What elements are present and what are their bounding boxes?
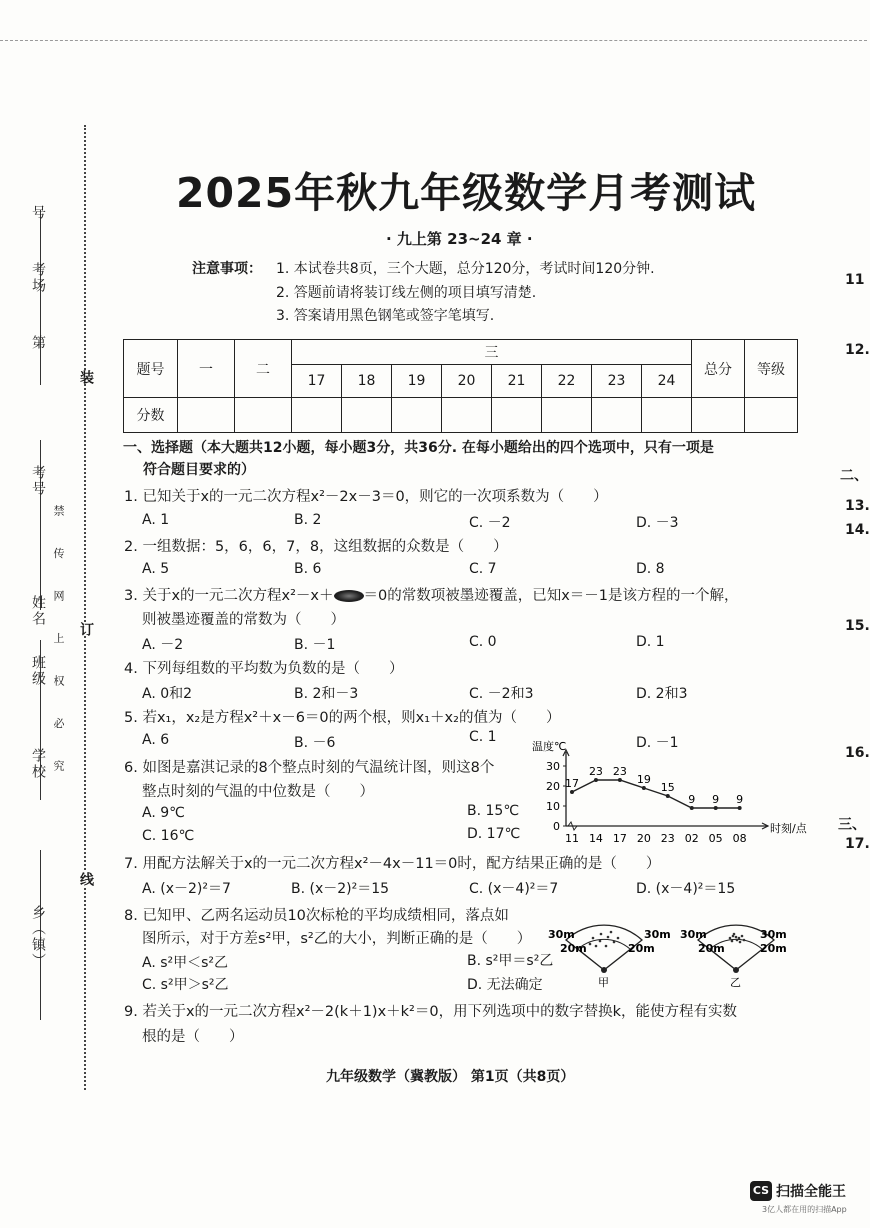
option-b[interactable]: B. 2	[294, 512, 322, 528]
javelin-figure-yi	[680, 925, 787, 989]
binding-marker-xian: 线	[78, 872, 94, 886]
binding-field-exam-no: 考号	[30, 465, 46, 497]
data-point	[738, 806, 742, 810]
score-table-part2: 二	[235, 340, 292, 398]
option-c[interactable]: C. (x－4)²＝7	[469, 881, 559, 897]
y-axis-label: 温度℃	[532, 740, 567, 753]
question-8: 8. 已知甲、乙两名运动员10次标枪的平均成绩相同，落点如	[124, 908, 509, 924]
next-page-fragment: 11	[845, 272, 865, 288]
data-label: 23	[612, 765, 627, 778]
next-page-fragment: 二、	[840, 468, 868, 484]
question-4: 4. 下列每组数的平均数为负数的是（ ）	[124, 661, 404, 677]
binding-dotted-line	[84, 125, 86, 1090]
option-d[interactable]: D. －3	[636, 515, 679, 531]
data-point	[690, 806, 694, 810]
binding-field-no: 第	[30, 335, 46, 351]
data-point	[618, 778, 622, 782]
score-table-total: 总分	[692, 340, 745, 398]
option-b[interactable]: B. s²甲＝s²乙	[467, 953, 554, 969]
score-table-sub: 19	[392, 365, 442, 398]
data-label: 19	[636, 773, 651, 786]
score-table-grade: 等级	[745, 340, 798, 398]
next-page-fragment: 13.	[845, 498, 870, 514]
score-cell[interactable]	[442, 398, 492, 433]
x-tick-label: 14	[588, 832, 603, 845]
x-tick-label: 05	[708, 832, 723, 845]
camscanner-logo-icon: CS	[750, 1181, 772, 1201]
scanner-watermark	[750, 1180, 847, 1214]
yi-label-20m: 20m	[698, 942, 725, 955]
option-c[interactable]: C. －2	[469, 515, 511, 531]
option-b[interactable]: B. 15℃	[467, 803, 520, 819]
binding-marker-zhuang: 装	[78, 370, 94, 384]
option-a[interactable]: A. 6	[142, 732, 170, 748]
javelin-figure-jia	[548, 925, 671, 989]
x-axis-label: 时刻/点	[770, 822, 807, 835]
score-table-part1: 一	[178, 340, 235, 398]
binding-field-class: 班级	[30, 655, 46, 687]
next-page-fragment: 16.	[845, 745, 870, 761]
data-point	[570, 790, 574, 794]
data-point	[666, 794, 670, 798]
score-cell[interactable]	[392, 398, 442, 433]
next-page-fragment: 12.	[845, 342, 870, 358]
score-cell[interactable]	[542, 398, 592, 433]
score-table-sub: 21	[492, 365, 542, 398]
jia-label-30m-right: 30m	[644, 928, 671, 941]
score-table-sub: 18	[342, 365, 392, 398]
binding-field-seat: 号	[30, 205, 46, 221]
option-a[interactable]: A. s²甲＜s²乙	[142, 955, 229, 971]
option-b[interactable]: B. 6	[294, 561, 322, 577]
score-cell[interactable]	[745, 398, 798, 433]
option-b[interactable]: B. 2和－3	[294, 686, 359, 702]
question-6-line2: 整点时刻的气温的中位数是（ ）	[142, 784, 374, 800]
score-table-sub: 24	[642, 365, 692, 398]
temperature-line-chart	[530, 738, 807, 850]
score-cell[interactable]	[235, 398, 292, 433]
section1-heading	[123, 437, 714, 481]
data-label: 23	[588, 765, 603, 778]
option-d[interactable]: D. －1	[636, 735, 679, 751]
score-cell[interactable]	[292, 398, 342, 433]
score-cell[interactable]	[692, 398, 745, 433]
data-point	[594, 778, 598, 782]
binding-field-line	[40, 210, 41, 385]
option-d[interactable]: D. 无法确定	[467, 977, 543, 993]
binding-field-town: 乡（镇）	[30, 905, 46, 969]
exam-subtitle: · 九上第 23~24 章 ·	[386, 230, 533, 248]
y-tick-label: 30	[546, 760, 560, 773]
option-d[interactable]: D. 1	[636, 634, 665, 650]
question-3-part-b: ＝0的常数项被墨迹覆盖，已知x＝－1是该方程的一个解，	[363, 588, 739, 604]
jia-label-20m: 20m	[560, 942, 587, 955]
question-8-line2: 图所示，对于方差s²甲，s²乙的大小，判断正确的是（ ）	[142, 931, 532, 947]
option-c[interactable]: C. 7	[469, 561, 497, 577]
option-d[interactable]: D. 17℃	[467, 826, 521, 842]
notice-item: 1. 本试卷共8页，三个大题，总分120分，考试时间120分钟.	[276, 261, 655, 277]
binding-copyright-warning: 禁 传 网 上 权 必 究	[52, 505, 65, 785]
option-d[interactable]: D. 2和3	[636, 686, 688, 702]
option-a[interactable]: A. 1	[142, 512, 170, 528]
binding-field-name: 姓名	[30, 595, 46, 627]
section1-line2: 符合题目要求的）	[143, 462, 255, 478]
data-point	[714, 806, 718, 810]
score-table	[123, 339, 798, 433]
question-3-part-a: 3. 关于x的一元二次方程x²－x＋	[124, 588, 334, 604]
y-tick-label: 10	[546, 800, 560, 813]
option-b[interactable]: B. －1	[294, 637, 336, 653]
question-3	[124, 584, 739, 605]
yi-label: 乙	[730, 976, 741, 989]
score-table-part3: 三	[292, 340, 692, 365]
binding-marker-ding: 订	[78, 622, 94, 636]
score-table-sub: 22	[542, 365, 592, 398]
x-tick-label: 02	[684, 832, 699, 845]
top-dashed-rule	[0, 40, 867, 41]
data-label: 17	[565, 777, 579, 790]
option-a[interactable]: A. 9℃	[142, 805, 185, 821]
exam-title: 2025年秋九年级数学月考测试	[176, 169, 757, 217]
option-a[interactable]: A. 5	[142, 561, 170, 577]
binding-field-school: 学校	[30, 748, 46, 780]
jia-label: 甲	[598, 976, 609, 989]
score-cell[interactable]	[492, 398, 542, 433]
question-7: 7. 用配方法解关于x的一元二次方程x²－4x－11＝0时，配方结果正确的是（ ）	[124, 856, 661, 872]
notice-item: 3. 答案请用黑色钢笔或签字笔填写.	[276, 308, 495, 324]
data-point	[642, 786, 646, 790]
option-c[interactable]: C. －2和3	[469, 686, 534, 702]
yi-label-30m: 30m	[680, 928, 707, 941]
jia-label-30m: 30m	[548, 928, 575, 941]
score-cell[interactable]	[178, 398, 235, 433]
option-b[interactable]: B. －6	[294, 735, 336, 751]
option-d[interactable]: D. (x－4)²＝15	[636, 881, 736, 897]
jia-label-20m-right: 20m	[628, 942, 655, 955]
option-a[interactable]: A. －2	[142, 637, 184, 653]
y-tick-label: 0	[553, 820, 560, 833]
data-label: 9	[736, 793, 744, 806]
yi-label-20m-right: 20m	[760, 942, 787, 955]
question-3-line2: 则被墨迹覆盖的常数为（ ）	[142, 612, 345, 628]
binding-field-room: 考场	[30, 262, 46, 294]
question-9: 9. 若关于x的一元二次方程x²－2(k＋1)x＋k²＝0，用下列选项中的数字替换k，能使方程有实数	[124, 1004, 737, 1020]
score-table-header-no: 题号	[124, 340, 178, 398]
scanner-slogan: 3亿人都在用的扫描App	[762, 1205, 847, 1214]
yi-label-30m-right: 30m	[760, 928, 787, 941]
score-table-sub: 17	[292, 365, 342, 398]
question-2: 2. 一组数据：5，6，6，7，8，这组数据的众数是（ ）	[124, 539, 508, 555]
score-table-sub: 20	[442, 365, 492, 398]
notice-item: 2. 答题前请将装订线左侧的项目填写清楚.	[276, 285, 537, 301]
question-9-line2: 根的是（ ）	[142, 1029, 244, 1045]
option-c[interactable]: C. 0	[469, 634, 497, 650]
option-b[interactable]: B. (x－2)²＝15	[291, 881, 390, 897]
y-tick-label: 20	[546, 780, 560, 793]
x-tick-label: 11	[565, 832, 579, 845]
option-d[interactable]: D. 8	[636, 561, 665, 577]
question-5: 5. 若x₁，x₂是方程x²＋x－6＝0的两个根，则x₁＋x₂的值为（ ）	[124, 710, 561, 726]
ink-blot-icon	[334, 590, 364, 602]
score-cell[interactable]	[342, 398, 392, 433]
notice-label: 注意事项：	[192, 261, 262, 277]
question-1: 1. 已知关于x的一元二次方程x²－2x－3＝0，则它的一次项系数为（ ）	[124, 489, 608, 505]
data-label: 15	[660, 781, 675, 794]
next-page-fragment: 15.	[845, 618, 870, 634]
question-6: 6. 如图是嘉淇记录的8个整点时刻的气温统计图，则这8个	[124, 760, 495, 776]
x-tick-label: 23	[660, 832, 675, 845]
score-table-header-score: 分数	[124, 398, 178, 433]
option-a[interactable]: A. 0和2	[142, 686, 193, 702]
option-c[interactable]: C. 1	[469, 729, 497, 745]
data-label: 9	[688, 793, 696, 806]
x-tick-label: 17	[612, 832, 627, 845]
next-page-fragment: 17.	[845, 836, 870, 852]
option-c[interactable]: C. s²甲＞s²乙	[142, 977, 229, 993]
javelin-landing-figures	[548, 916, 798, 988]
score-cell[interactable]	[642, 398, 692, 433]
next-page-fragment: 三、	[838, 817, 866, 833]
score-table-sub: 23	[592, 365, 642, 398]
page-footer: 九年级数学（冀教版） 第1页（共8页）	[326, 1069, 575, 1085]
option-a[interactable]: A. (x－2)²＝7	[142, 881, 231, 897]
data-label: 9	[712, 793, 720, 806]
x-tick-label: 20	[636, 832, 651, 845]
x-tick-label: 08	[732, 832, 747, 845]
section1-line1: 一、选择题（本大题共12小题，每小题3分，共36分. 在每小题给出的四个选项中，只有一项是	[123, 440, 714, 456]
option-c[interactable]: C. 16℃	[142, 828, 195, 844]
score-cell[interactable]	[592, 398, 642, 433]
next-page-fragment: 14.	[845, 522, 870, 538]
scanner-app-name: 扫描全能王	[776, 1183, 846, 1200]
